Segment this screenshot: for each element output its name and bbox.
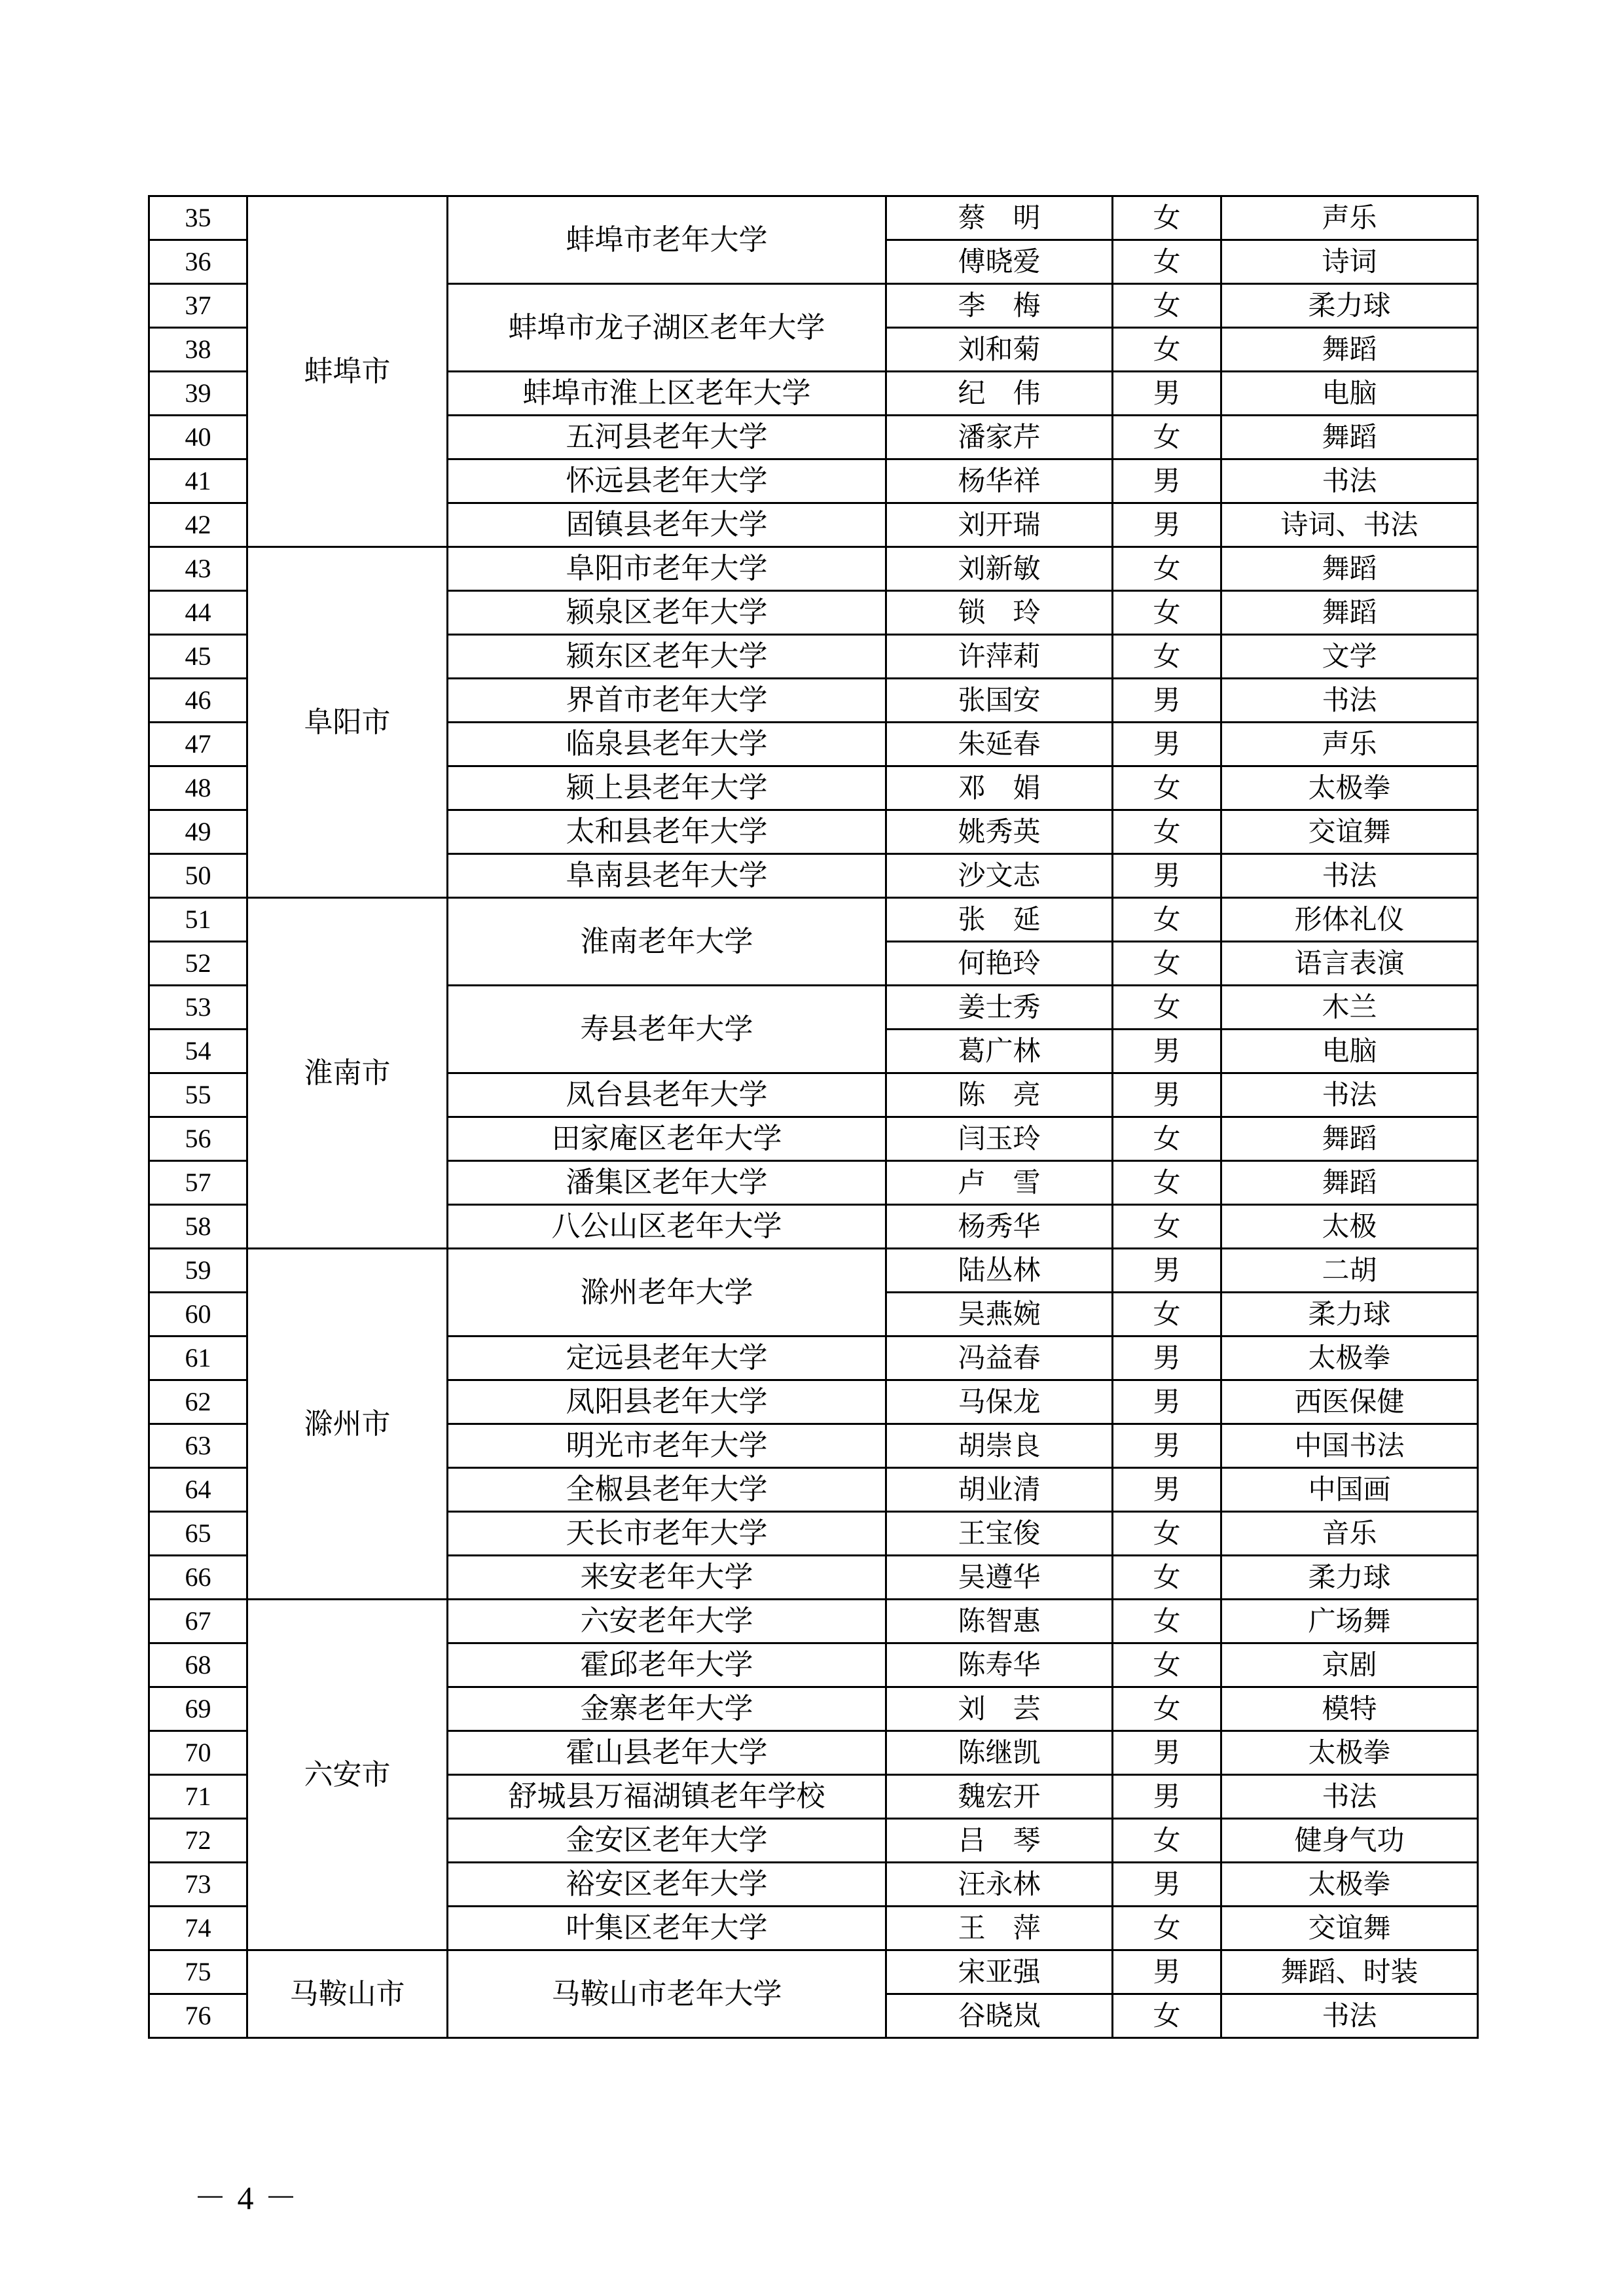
gender-cell: 男 <box>1113 723 1221 766</box>
subject-cell: 电脑 <box>1221 1030 1478 1073</box>
subject-cell: 太极拳 <box>1221 1863 1478 1907</box>
table-row <box>149 898 1478 942</box>
name-cell: 吴燕婉 <box>886 1293 1113 1336</box>
subject-cell: 柔力球 <box>1221 1556 1478 1600</box>
name-cell: 闫玉玲 <box>886 1117 1113 1161</box>
row-number-cell: 57 <box>149 1161 247 1205</box>
gender-cell: 女 <box>1113 1293 1221 1336</box>
subject-cell: 太极拳 <box>1221 766 1478 810</box>
row-number-cell: 52 <box>149 942 247 986</box>
name-cell: 李 梅 <box>886 284 1113 328</box>
row-number-cell: 55 <box>149 1073 247 1117</box>
gender-cell: 女 <box>1113 240 1221 284</box>
school-cell: 太和县老年大学 <box>448 810 886 854</box>
gender-cell: 男 <box>1113 459 1221 503</box>
gender-cell: 男 <box>1113 503 1221 547</box>
gender-cell: 女 <box>1113 1556 1221 1600</box>
name-cell: 蔡 明 <box>886 196 1113 240</box>
name-cell: 胡崇良 <box>886 1424 1113 1468</box>
subject-cell: 书法 <box>1221 459 1478 503</box>
row-number-cell: 42 <box>149 503 247 547</box>
school-cell: 全椒县老年大学 <box>448 1468 886 1512</box>
row-number-cell: 65 <box>149 1512 247 1556</box>
subject-cell: 音乐 <box>1221 1512 1478 1556</box>
gender-cell: 男 <box>1113 1468 1221 1512</box>
row-number-cell: 62 <box>149 1380 247 1424</box>
row-number-cell: 47 <box>149 723 247 766</box>
name-cell: 宋亚强 <box>886 1950 1113 1994</box>
page-number: － 4 － <box>194 2179 298 2216</box>
gender-cell: 女 <box>1113 942 1221 986</box>
name-cell: 张国安 <box>886 679 1113 723</box>
name-cell: 杨秀华 <box>886 1205 1113 1249</box>
gender-cell: 男 <box>1113 372 1221 416</box>
subject-cell: 电脑 <box>1221 372 1478 416</box>
row-number-cell: 50 <box>149 854 247 898</box>
school-cell: 叶集区老年大学 <box>448 1907 886 1950</box>
school-cell: 淮南老年大学 <box>448 898 886 986</box>
name-cell: 马保龙 <box>886 1380 1113 1424</box>
gender-cell: 男 <box>1113 1336 1221 1380</box>
school-cell: 凤台县老年大学 <box>448 1073 886 1117</box>
school-cell: 裕安区老年大学 <box>448 1863 886 1907</box>
name-cell: 陆丛林 <box>886 1249 1113 1293</box>
subject-cell: 语言表演 <box>1221 942 1478 986</box>
row-number-cell: 49 <box>149 810 247 854</box>
name-cell: 陈智惠 <box>886 1600 1113 1643</box>
gender-cell: 女 <box>1113 328 1221 372</box>
school-cell: 临泉县老年大学 <box>448 723 886 766</box>
name-cell: 纪 伟 <box>886 372 1113 416</box>
gender-cell: 女 <box>1113 196 1221 240</box>
table-row <box>149 1950 1478 1994</box>
name-cell: 刘开瑞 <box>886 503 1113 547</box>
gender-cell: 男 <box>1113 1424 1221 1468</box>
subject-cell: 木兰 <box>1221 986 1478 1030</box>
subject-cell: 舞蹈 <box>1221 591 1478 635</box>
row-number-cell: 45 <box>149 635 247 679</box>
school-cell: 潘集区老年大学 <box>448 1161 886 1205</box>
gender-cell: 男 <box>1113 1731 1221 1775</box>
school-cell: 蚌埠市龙子湖区老年大学 <box>448 284 886 372</box>
school-cell: 凤阳县老年大学 <box>448 1380 886 1424</box>
gender-cell: 女 <box>1113 1907 1221 1950</box>
gender-cell: 女 <box>1113 635 1221 679</box>
school-cell: 颍东区老年大学 <box>448 635 886 679</box>
name-cell: 刘 芸 <box>886 1687 1113 1731</box>
subject-cell: 太极拳 <box>1221 1336 1478 1380</box>
subject-cell: 京剧 <box>1221 1643 1478 1687</box>
gender-cell: 女 <box>1113 986 1221 1030</box>
school-cell: 阜南县老年大学 <box>448 854 886 898</box>
subject-cell: 形体礼仪 <box>1221 898 1478 942</box>
subject-cell: 二胡 <box>1221 1249 1478 1293</box>
subject-cell: 诗词 <box>1221 240 1478 284</box>
gender-cell: 女 <box>1113 810 1221 854</box>
subject-cell: 舞蹈 <box>1221 1161 1478 1205</box>
school-cell: 来安老年大学 <box>448 1556 886 1600</box>
row-number-cell: 70 <box>149 1731 247 1775</box>
row-number-cell: 73 <box>149 1863 247 1907</box>
school-cell: 霍邱老年大学 <box>448 1643 886 1687</box>
school-cell: 蚌埠市老年大学 <box>448 196 886 284</box>
subject-cell: 声乐 <box>1221 723 1478 766</box>
name-cell: 杨华祥 <box>886 459 1113 503</box>
row-number-cell: 60 <box>149 1293 247 1336</box>
school-cell: 马鞍山市老年大学 <box>448 1950 886 2038</box>
gender-cell: 男 <box>1113 1380 1221 1424</box>
name-cell: 潘家芹 <box>886 416 1113 459</box>
name-cell: 朱延春 <box>886 723 1113 766</box>
school-cell: 八公山区老年大学 <box>448 1205 886 1249</box>
name-cell: 王宝俊 <box>886 1512 1113 1556</box>
subject-cell: 舞蹈 <box>1221 1117 1478 1161</box>
school-cell: 滁州老年大学 <box>448 1249 886 1336</box>
school-cell: 颍泉区老年大学 <box>448 591 886 635</box>
subject-cell: 书法 <box>1221 679 1478 723</box>
school-cell: 蚌埠市淮上区老年大学 <box>448 372 886 416</box>
subject-cell: 诗词、书法 <box>1221 503 1478 547</box>
table-row <box>149 547 1478 591</box>
subject-cell: 舞蹈、时装 <box>1221 1950 1478 1994</box>
subject-cell: 交谊舞 <box>1221 1907 1478 1950</box>
row-number-cell: 66 <box>149 1556 247 1600</box>
gender-cell: 女 <box>1113 284 1221 328</box>
subject-cell: 柔力球 <box>1221 284 1478 328</box>
gender-cell: 女 <box>1113 1205 1221 1249</box>
name-cell: 姜士秀 <box>886 986 1113 1030</box>
gender-cell: 女 <box>1113 1161 1221 1205</box>
row-number-cell: 44 <box>149 591 247 635</box>
row-number-cell: 63 <box>149 1424 247 1468</box>
gender-cell: 男 <box>1113 1030 1221 1073</box>
row-number-cell: 61 <box>149 1336 247 1380</box>
school-cell: 寿县老年大学 <box>448 986 886 1073</box>
row-number-cell: 54 <box>149 1030 247 1073</box>
subject-cell: 太极 <box>1221 1205 1478 1249</box>
row-number-cell: 38 <box>149 328 247 372</box>
row-number-cell: 35 <box>149 196 247 240</box>
school-cell: 颍上县老年大学 <box>448 766 886 810</box>
gender-cell: 男 <box>1113 854 1221 898</box>
school-cell: 定远县老年大学 <box>448 1336 886 1380</box>
gender-cell: 女 <box>1113 547 1221 591</box>
row-number-cell: 53 <box>149 986 247 1030</box>
city-cell: 马鞍山市 <box>247 1950 448 2038</box>
subject-cell: 中国画 <box>1221 1468 1478 1512</box>
awardee-table <box>148 195 1479 2039</box>
row-number-cell: 74 <box>149 1907 247 1950</box>
name-cell: 刘新敏 <box>886 547 1113 591</box>
row-number-cell: 56 <box>149 1117 247 1161</box>
school-cell: 明光市老年大学 <box>448 1424 886 1468</box>
subject-cell: 太极拳 <box>1221 1731 1478 1775</box>
gender-cell: 男 <box>1113 1775 1221 1819</box>
name-cell: 谷晓岚 <box>886 1994 1113 2038</box>
subject-cell: 舞蹈 <box>1221 328 1478 372</box>
subject-cell: 柔力球 <box>1221 1293 1478 1336</box>
row-number-cell: 37 <box>149 284 247 328</box>
subject-cell: 文学 <box>1221 635 1478 679</box>
school-cell: 怀远县老年大学 <box>448 459 886 503</box>
subject-cell: 书法 <box>1221 1073 1478 1117</box>
name-cell: 吕 琴 <box>886 1819 1113 1863</box>
school-cell: 金寨老年大学 <box>448 1687 886 1731</box>
subject-cell: 声乐 <box>1221 196 1478 240</box>
school-cell: 金安区老年大学 <box>448 1819 886 1863</box>
row-number-cell: 36 <box>149 240 247 284</box>
row-number-cell: 48 <box>149 766 247 810</box>
city-cell: 滁州市 <box>247 1249 448 1600</box>
name-cell: 刘和菊 <box>886 328 1113 372</box>
subject-cell: 书法 <box>1221 1775 1478 1819</box>
name-cell: 锁 玲 <box>886 591 1113 635</box>
row-number-cell: 75 <box>149 1950 247 1994</box>
gender-cell: 男 <box>1113 1073 1221 1117</box>
gender-cell: 女 <box>1113 591 1221 635</box>
name-cell: 姚秀英 <box>886 810 1113 854</box>
table-row <box>149 1249 1478 1293</box>
subject-cell: 交谊舞 <box>1221 810 1478 854</box>
name-cell: 沙文志 <box>886 854 1113 898</box>
row-number-cell: 40 <box>149 416 247 459</box>
gender-cell: 女 <box>1113 1819 1221 1863</box>
gender-cell: 女 <box>1113 1117 1221 1161</box>
name-cell: 傅晓爱 <box>886 240 1113 284</box>
row-number-cell: 39 <box>149 372 247 416</box>
subject-cell: 书法 <box>1221 1994 1478 2038</box>
row-number-cell: 67 <box>149 1600 247 1643</box>
gender-cell: 女 <box>1113 1600 1221 1643</box>
table-row <box>149 196 1478 240</box>
name-cell: 何艳玲 <box>886 942 1113 986</box>
gender-cell: 女 <box>1113 898 1221 942</box>
gender-cell: 男 <box>1113 679 1221 723</box>
subject-cell: 中国书法 <box>1221 1424 1478 1468</box>
gender-cell: 女 <box>1113 1512 1221 1556</box>
school-cell: 固镇县老年大学 <box>448 503 886 547</box>
school-cell: 田家庵区老年大学 <box>448 1117 886 1161</box>
row-number-cell: 43 <box>149 547 247 591</box>
gender-cell: 女 <box>1113 766 1221 810</box>
name-cell: 吴遵华 <box>886 1556 1113 1600</box>
school-cell: 五河县老年大学 <box>448 416 886 459</box>
table-row <box>149 1600 1478 1643</box>
name-cell: 魏宏开 <box>886 1775 1113 1819</box>
name-cell: 葛广林 <box>886 1030 1113 1073</box>
row-number-cell: 71 <box>149 1775 247 1819</box>
subject-cell: 舞蹈 <box>1221 547 1478 591</box>
row-number-cell: 51 <box>149 898 247 942</box>
row-number-cell: 64 <box>149 1468 247 1512</box>
school-cell: 六安老年大学 <box>448 1600 886 1643</box>
gender-cell: 女 <box>1113 1994 1221 2038</box>
school-cell: 霍山县老年大学 <box>448 1731 886 1775</box>
city-cell: 淮南市 <box>247 898 448 1249</box>
city-cell: 六安市 <box>247 1600 448 1950</box>
row-number-cell: 41 <box>149 459 247 503</box>
school-cell: 天长市老年大学 <box>448 1512 886 1556</box>
row-number-cell: 58 <box>149 1205 247 1249</box>
row-number-cell: 68 <box>149 1643 247 1687</box>
table-body <box>149 196 1478 2038</box>
school-cell: 阜阳市老年大学 <box>448 547 886 591</box>
subject-cell: 广场舞 <box>1221 1600 1478 1643</box>
city-cell: 阜阳市 <box>247 547 448 898</box>
subject-cell: 健身气功 <box>1221 1819 1478 1863</box>
name-cell: 胡业清 <box>886 1468 1113 1512</box>
name-cell: 陈 亮 <box>886 1073 1113 1117</box>
name-cell: 陈继凯 <box>886 1731 1113 1775</box>
name-cell: 陈寿华 <box>886 1643 1113 1687</box>
gender-cell: 男 <box>1113 1249 1221 1293</box>
gender-cell: 女 <box>1113 1687 1221 1731</box>
name-cell: 邓 娟 <box>886 766 1113 810</box>
name-cell: 冯益春 <box>886 1336 1113 1380</box>
name-cell: 卢 雪 <box>886 1161 1113 1205</box>
gender-cell: 男 <box>1113 1863 1221 1907</box>
school-cell: 界首市老年大学 <box>448 679 886 723</box>
subject-cell: 模特 <box>1221 1687 1478 1731</box>
name-cell: 汪永林 <box>886 1863 1113 1907</box>
row-number-cell: 69 <box>149 1687 247 1731</box>
subject-cell: 舞蹈 <box>1221 416 1478 459</box>
gender-cell: 男 <box>1113 1950 1221 1994</box>
row-number-cell: 72 <box>149 1819 247 1863</box>
row-number-cell: 59 <box>149 1249 247 1293</box>
name-cell: 王 萍 <box>886 1907 1113 1950</box>
gender-cell: 女 <box>1113 1643 1221 1687</box>
subject-cell: 书法 <box>1221 854 1478 898</box>
city-cell: 蚌埠市 <box>247 196 448 547</box>
row-number-cell: 76 <box>149 1994 247 2038</box>
name-cell: 许萍莉 <box>886 635 1113 679</box>
subject-cell: 西医保健 <box>1221 1380 1478 1424</box>
school-cell: 舒城县万福湖镇老年学校 <box>448 1775 886 1819</box>
row-number-cell: 46 <box>149 679 247 723</box>
gender-cell: 女 <box>1113 416 1221 459</box>
name-cell: 张 延 <box>886 898 1113 942</box>
